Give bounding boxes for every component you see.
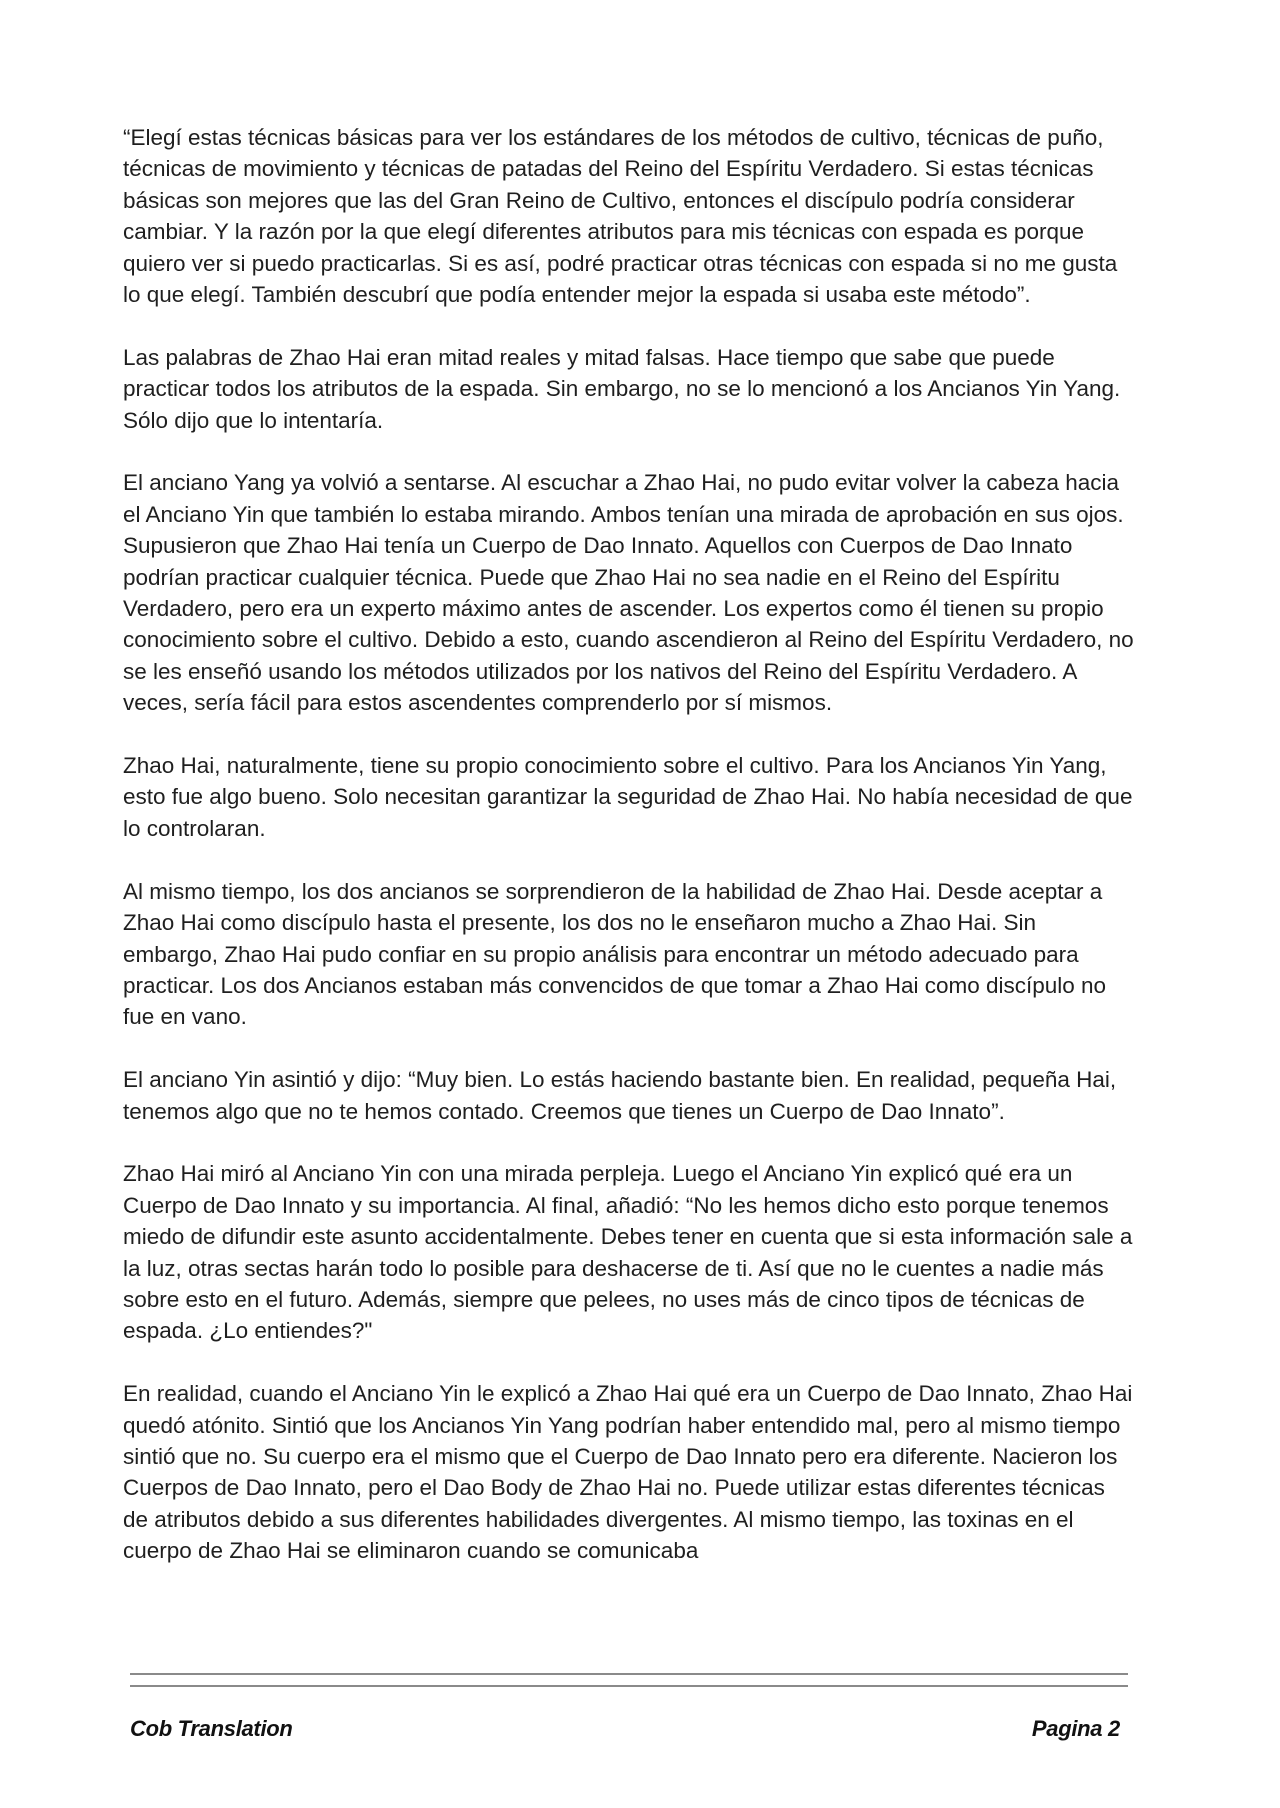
paragraph-6: El anciano Yin asintió y dijo: “Muy bien. Lo estás haciendo bastante bien. En realidad, pequeña Hai, tenemos algo que no te hemos contado. Creemos que tienes un Cuerpo de Dao Innato”. [123,1067,1117,1124]
paragraph-8: En realidad, cuando el Anciano Yin le explicó a Zhao Hai qué era un Cuerpo de Dao Innato, Zhao Hai quedó atónito. Sintió que los Ancianos Yin Yang podrían haber entendido mal, pero al mismo tiempo sintió que no. Su cuerpo era el mismo que el Cuerpo de Dao Innato pero era diferente. Nacieron los Cuerpos de Dao Innato, pero el Dao Body de Zhao Hai no. Puede utilizar estas diferentes técnicas de atributos debido a sus diferentes habilidades divergentes. Al mismo tiempo, las toxinas en el cuerpo de Zhao Hai se eliminaron cuando se comunicaba [123,1381,1133,1564]
paragraph-4: Zhao Hai, naturalmente, tiene su propio conocimiento sobre el cultivo. Para los Ancianos Yin Yang, esto fue algo bueno. Solo necesitan garantizar la seguridad de Zhao Hai. No había necesidad de que lo controlaran. [123,753,1133,841]
footer-page-number: Pagina 2 [1031,1716,1120,1741]
body-text [123,122,1135,1567]
paragraph-7: Zhao Hai miró al Anciano Yin con una mirada perpleja. Luego el Anciano Yin explicó qué era un Cuerpo de Dao Innato y su importancia. Al final, añadió: “No les hemos dicho esto porque tenemos miedo de difundir este asunto accidentalmente. Debes tener en cuenta que si esta información sale a la luz, otras sectas harán todo lo posible para deshacerse de ti. Así que no le cuentes a nadie más sobre esto en el futuro. Además, siempre que pelees, no uses más de cinco tipos de técnicas de espada. ¿Lo entiendes?" [123,1161,1133,1344]
paragraph-2: Las palabras de Zhao Hai eran mitad reales y mitad falsas. Hace tiempo que sabe que puede practicar todos los atributos de la espada. Sin embargo, no se lo mencionó a los Ancianos Yin Yang. Sólo dijo que lo intentaría. [123,344,1121,433]
footer-translator-credit: Cob Translation [130,1716,293,1741]
paragraph-1: “Elegí estas técnicas básicas para ver los estándares de los métodos de cultivo, técnicas de puño, técnicas de movimiento y técnicas de patadas del Reino del Espíritu Verdadero. Si estas técnicas básicas son mejores que las del Gran Reino de Cultivo, entonces el discípulo podría considerar cambiar. Y la razón por la que elegí diferentes atributos para mis técnicas con espada es porque quiero ver si puedo practicarlas. Si es así, podré practicar otras técnicas con espada si no me gusta lo que elegí. También descubrí que podía entender mejor la espada si usaba este método”. [123,125,1118,308]
paragraph-3: El anciano Yang ya volvió a sentarse. Al escuchar a Zhao Hai, no pudo evitar volver la cabeza hacia el Anciano Yin que también lo estaba mirando. Ambos tenían una mirada de aprobación en sus ojos. Supusieron que Zhao Hai tenía un Cuerpo de Dao Innato. Aquellos con Cuerpos de Dao Innato podrían practicar cualquier técnica. Puede que Zhao Hai no sea nadie en el Reino del Espíritu Verdadero, pero era un experto máximo antes de ascender. Los expertos como él tienen su propio conocimiento sobre el cultivo. Debido a esto, cuando ascendieron al Reino del Espíritu Verdadero, no se les enseñó usando los métodos utilizados por los nativos del Reino del Espíritu Verdadero. A veces, sería fácil para estos ascendentes comprenderlo por sí mismos. [123,470,1134,716]
footer-divider-bottom [130,1685,1128,1687]
paragraph-5: Al mismo tiempo, los dos ancianos se sorprendieron de la habilidad de Zhao Hai. Desde aceptar a Zhao Hai como discípulo hasta el presente, los dos no le enseñaron mucho a Zhao Hai. Sin embargo, Zhao Hai pudo confiar en su propio análisis para encontrar un método adecuado para practicar. Los dos Ancianos estaban más convencidos de que tomar a Zhao Hai como discípulo no fue en vano. [123,878,1107,1030]
footer-divider-top [130,1673,1128,1675]
